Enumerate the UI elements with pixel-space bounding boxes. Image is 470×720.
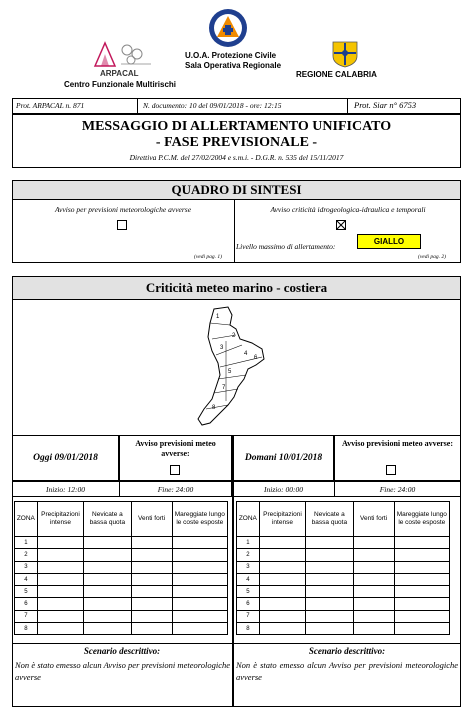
org-name: U.O.A. Protezione Civile [185,51,277,60]
table-cell [394,561,449,573]
table-cell [259,573,305,585]
table-cell [306,623,353,635]
table-cell [259,561,305,573]
region-label: REGIONE CALABRIA [296,70,377,79]
map-zone-label: 8 [212,405,216,411]
protocol-divider-1 [137,98,138,114]
table-cell [131,549,172,561]
table-cell [172,598,227,610]
table-cell [84,573,131,585]
table-row [237,561,450,573]
zone-number: 4 [15,573,38,585]
left-scenario-text: Non è stato emesso alcun Avviso per previsioni meteorologiche avverse [15,660,230,682]
title-directive: Direttiva P.C.M. del 27/02/2004 e s.m.i. - D.G.R. n. 535 del 15/11/2017 [129,153,344,162]
table-row [237,586,450,598]
table-cell [306,586,353,598]
col-zona: ZONA [237,502,260,537]
zone-number: 8 [237,623,260,635]
idrogeologica-checkbox[interactable] [336,220,346,230]
table-cell [394,573,449,585]
left-avviso-checkbox[interactable] [170,465,180,475]
right-date: Domani 10/01/2018 [244,453,323,463]
left-scenario-title: Scenario descrittivo: [83,646,161,656]
level-label: Livello massimo di allertamento: [236,242,336,251]
col-venti: Venti forti [353,502,394,537]
col-precipitazioni: Precipitazioni intense [37,502,83,537]
right-start: Inizio: 00:00 [264,485,303,494]
right-scenario-text: Non è stato emesso alcun Avviso per previsioni meteorologiche avverse [236,660,458,682]
map-zone-label: 4 [244,351,248,357]
table-cell [259,598,305,610]
regione-calabria-logo [330,40,360,68]
zone-number: 2 [237,549,260,561]
table-cell [353,549,394,561]
table-cell [131,561,172,573]
table-row [15,610,228,622]
arpacal-logo [93,40,153,68]
table-cell [172,573,227,585]
table-cell [306,549,353,561]
table-cell [259,623,305,635]
map-zone-label: 2 [232,333,236,339]
table-cell [306,598,353,610]
scenario-divider [12,643,461,644]
marine-heading: Criticità meteo marino - costiera [145,280,328,295]
table-row [15,598,228,610]
table-row [15,537,228,549]
zone-number: 5 [237,586,260,598]
prot-arpacal: Prot. ARPACAL n. 871 [16,101,85,110]
table-cell [172,586,227,598]
table-cell [172,549,227,561]
table-cell [259,549,305,561]
table-cell [353,573,394,585]
zone-number: 6 [237,598,260,610]
table-header-row [15,502,228,537]
table-cell [131,598,172,610]
table-cell [306,610,353,622]
zone-number: 5 [15,586,38,598]
zone-number: 1 [15,537,38,549]
table-cell [353,610,394,622]
left-end: Fine: 24:00 [157,485,194,494]
table-cell [172,610,227,622]
col-nevicate: Nevicate a bassa quota [84,502,131,537]
table-cell [394,610,449,622]
table-cell [84,598,131,610]
table-cell [353,537,394,549]
table-cell [84,549,131,561]
right-avviso-checkbox[interactable] [386,465,396,475]
table-row [237,537,450,549]
table-row [237,598,450,610]
table-row [237,549,450,561]
n-documento: N. documento: 10 del 09/01/2018 - ore: 12:15 [143,101,282,110]
col-mareggiate: Mareggiate lungo le coste esposte [172,502,227,537]
table-cell [172,537,227,549]
title-line2: - FASE PREVISIONALE - [155,135,318,150]
map-zone-label: 6 [254,355,258,361]
right-scenario-title: Scenario descrittivo: [308,646,386,656]
table-cell [37,549,83,561]
table-row [15,561,228,573]
table-cell [131,537,172,549]
table-cell [37,598,83,610]
table-cell [84,561,131,573]
table-cell [84,610,131,622]
table-cell [394,623,449,635]
org-sub: Sala Operativa Regionale [185,61,282,70]
table-row [237,610,450,622]
table-cell [259,610,305,622]
table-cell [394,598,449,610]
table-cell [306,573,353,585]
table-cell [37,573,83,585]
col-venti: Venti forti [131,502,172,537]
summary-right-note: (vedi pag. 2) [418,254,446,260]
summary-left-note: (vedi pag. 1) [194,254,222,260]
table-cell [131,623,172,635]
zone-number: 3 [15,561,38,573]
col-zona: ZONA [15,502,38,537]
map-zone-label: 5 [228,369,232,375]
arpacal-label: ARPACAL [100,69,139,78]
table-cell [394,586,449,598]
meteo-avverse-checkbox[interactable] [117,220,127,230]
left-table-body [15,537,228,635]
table-row [237,623,450,635]
table-cell [259,586,305,598]
table-cell [259,537,305,549]
map-zone-label: 7 [222,385,226,391]
table-cell [131,586,172,598]
table-row [15,623,228,635]
table-cell [37,623,83,635]
right-criticality-table [236,501,450,635]
table-cell [353,561,394,573]
table-cell [394,537,449,549]
zone-number: 7 [237,610,260,622]
right-end: Fine: 24:00 [379,485,416,494]
table-cell [37,610,83,622]
zone-number: 2 [15,549,38,561]
left-start: Inizio: 12:00 [46,485,85,494]
prot-siar: Prot. Siar n° 6753 [354,100,417,110]
col-nevicate: Nevicate a bassa quota [306,502,353,537]
table-cell [84,623,131,635]
summary-heading: QUADRO DI SINTESI [171,182,302,197]
table-cell [37,561,83,573]
table-cell [353,586,394,598]
table-cell [131,573,172,585]
right-avviso-label: Avviso previsioni meteo avverse: [341,439,453,448]
table-cell [394,549,449,561]
table-cell [37,586,83,598]
zone-number: 6 [15,598,38,610]
table-cell [306,561,353,573]
table-row [15,573,228,585]
zone-number: 4 [237,573,260,585]
table-row [15,586,228,598]
right-table-body [237,537,450,635]
table-cell [37,537,83,549]
zone-number: 7 [15,610,38,622]
table-cell [306,537,353,549]
table-cell [131,610,172,622]
left-criticality-table [14,501,228,635]
zone-number: 1 [237,537,260,549]
zone-number: 8 [15,623,38,635]
summary-left-label: Avviso per previsioni meteorologiche avverse [54,205,192,214]
left-date: Oggi 09/01/2018 [33,453,98,463]
table-cell [172,623,227,635]
left-avviso-label: Avviso previsioni meteo avverse: [135,439,216,458]
table-row [237,573,450,585]
map-zone-label: 1 [216,314,220,320]
level-value: GIALLO [373,237,405,246]
protezione-civile-logo [208,8,248,48]
col-mareggiate: Mareggiate lungo le coste esposte [394,502,449,537]
zone-number: 3 [237,561,260,573]
table-cell [84,537,131,549]
table-cell [172,561,227,573]
title-line1: MESSAGGIO DI ALLERTAMENTO UNIFICATO [81,119,392,134]
table-row [15,549,228,561]
table-cell [353,623,394,635]
col-precipitazioni: Precipitazioni intense [259,502,305,537]
arpacal-sub: Centro Funzionale Multirischi [64,80,177,89]
table-header-row [237,502,450,537]
protocol-divider-2 [347,98,348,114]
calabria-zone-map [190,305,280,430]
table-cell [84,586,131,598]
map-zone-label: 3 [220,345,224,351]
table-cell [353,598,394,610]
summary-right-label: Avviso criticità idrogeologica-idraulica e temporali [270,205,426,214]
